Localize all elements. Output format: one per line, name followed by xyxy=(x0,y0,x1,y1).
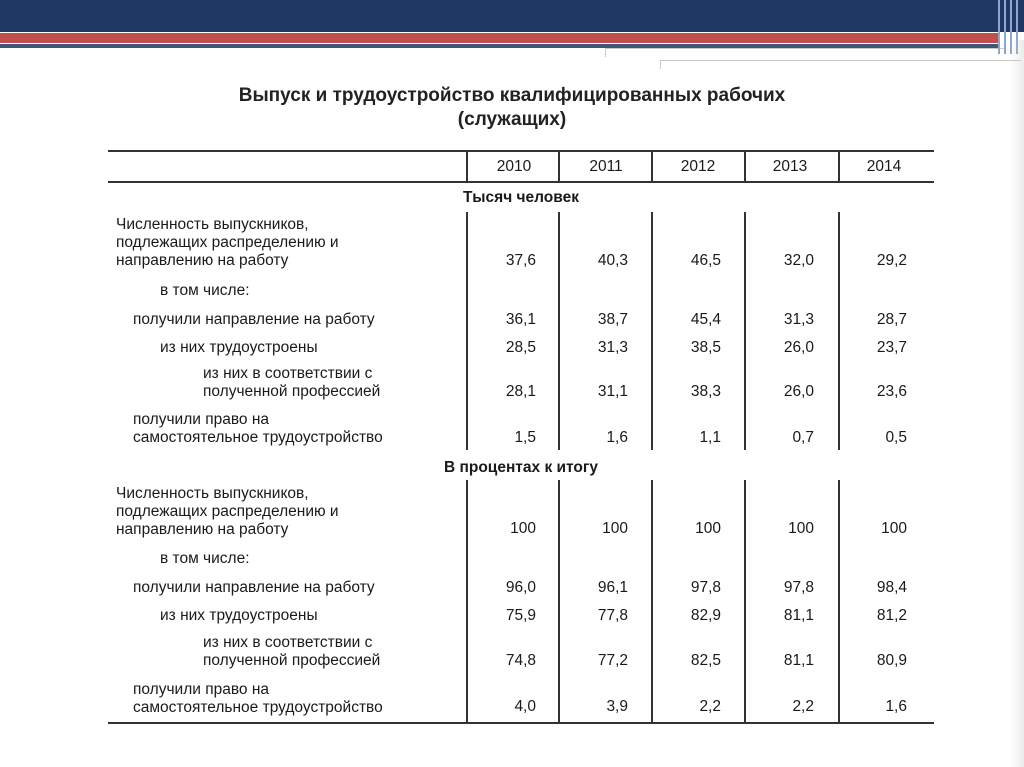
value-cell: 82,5 xyxy=(690,652,721,669)
value-cell: 26,0 xyxy=(783,339,814,356)
row-label xyxy=(133,681,383,717)
label-line: направлению на работу xyxy=(116,252,289,269)
label-line: полученной профессией xyxy=(203,652,381,669)
value-cell: 0,5 xyxy=(885,429,907,446)
value-cell: 38,3 xyxy=(690,383,721,400)
row-label: получили направление на работу xyxy=(133,311,375,328)
value-cell: 2,2 xyxy=(792,698,814,715)
row-label: из них трудоустроены xyxy=(160,607,318,624)
year-header: 2013 xyxy=(772,158,808,175)
value-cell: 4,0 xyxy=(514,698,536,715)
row-label: в том числе: xyxy=(160,550,250,567)
label-line: направлению на работу xyxy=(116,521,289,538)
label-line: подлежащих распределению и xyxy=(116,503,339,520)
label-line: из них в соответствии с xyxy=(203,365,373,382)
value-cell: 23,6 xyxy=(876,383,907,400)
value-cell: 1,6 xyxy=(606,429,628,446)
title-line-2: (служащих) xyxy=(457,109,567,130)
value-cell: 37,6 xyxy=(505,252,536,269)
row-label xyxy=(133,411,383,447)
label-line: Численность выпускников, xyxy=(116,216,309,233)
value-cell: 40,3 xyxy=(597,252,628,269)
row-label xyxy=(116,216,339,270)
value-cell: 36,1 xyxy=(505,311,536,328)
header-band-red xyxy=(0,33,1000,43)
title-line-1: Выпуск и трудоустройство квалифицированных рабочих xyxy=(238,85,786,106)
value-cell: 26,0 xyxy=(783,383,814,400)
value-cell: 100 xyxy=(881,520,907,537)
value-cell: 3,9 xyxy=(606,698,628,715)
label-line: подлежащих распределению и xyxy=(116,234,339,251)
value-cell: 31,3 xyxy=(783,311,814,328)
value-cell: 80,9 xyxy=(876,652,907,669)
value-cell: 96,1 xyxy=(597,579,628,596)
value-cell: 1,5 xyxy=(514,429,536,446)
value-cell: 100 xyxy=(602,520,628,537)
row-label: в том числе: xyxy=(160,282,250,299)
value-cell: 98,4 xyxy=(876,579,907,596)
value-cell: 31,1 xyxy=(597,383,628,400)
header-step-line xyxy=(660,60,1021,69)
value-cell: 96,0 xyxy=(505,579,536,596)
header-band-blue xyxy=(0,0,1024,32)
row-label: из них трудоустроены xyxy=(160,339,318,356)
value-cell: 74,8 xyxy=(505,652,536,669)
value-cell: 1,6 xyxy=(885,698,907,715)
value-cell: 97,8 xyxy=(783,579,814,596)
row-label xyxy=(203,365,380,401)
value-cell: 77,8 xyxy=(597,607,628,624)
section-heading: В процентах к итогу xyxy=(444,459,598,476)
year-header: 2011 xyxy=(589,158,623,175)
label-line: из них в соответствии с xyxy=(203,634,373,651)
row-label xyxy=(203,634,380,670)
value-cell: 28,7 xyxy=(876,311,907,328)
value-cell: 77,2 xyxy=(597,652,628,669)
value-cell: 100 xyxy=(510,520,536,537)
value-cell: 28,1 xyxy=(505,383,536,400)
label-line: самостоятельное трудоустройство xyxy=(133,429,383,446)
value-cell: 0,7 xyxy=(792,429,814,446)
header-step-line xyxy=(605,48,1006,57)
value-cell: 32,0 xyxy=(783,252,814,269)
page-title xyxy=(0,84,1024,132)
value-cell: 46,5 xyxy=(690,252,721,269)
data-table xyxy=(108,150,934,724)
row-label: получили направление на работу xyxy=(133,579,375,596)
section-heading: Тысяч человек xyxy=(463,189,579,206)
year-header: 2010 xyxy=(496,158,532,175)
value-cell: 28,5 xyxy=(505,339,536,356)
year-header: 2014 xyxy=(866,158,902,175)
value-cell: 81,1 xyxy=(783,652,814,669)
value-cell: 38,7 xyxy=(597,311,628,328)
year-header: 2012 xyxy=(680,158,716,175)
label-line: Численность выпускников, xyxy=(116,485,309,502)
label-line: получили право на xyxy=(133,411,270,428)
page-edge-shadow xyxy=(1010,40,1024,767)
value-cell: 75,9 xyxy=(505,607,536,624)
label-line: полученной профессией xyxy=(203,383,381,400)
value-cell: 100 xyxy=(788,520,814,537)
value-cell: 29,2 xyxy=(876,252,907,269)
value-cell: 97,8 xyxy=(690,579,721,596)
value-cell: 2,2 xyxy=(699,698,721,715)
value-cell: 81,1 xyxy=(783,607,814,624)
value-cell: 82,9 xyxy=(690,607,721,624)
header-rule xyxy=(108,181,934,183)
value-cell: 1,1 xyxy=(699,429,721,446)
value-cell: 38,5 xyxy=(690,339,721,356)
label-line: получили право на xyxy=(133,681,270,698)
value-cell: 31,3 xyxy=(597,339,628,356)
value-cell: 45,4 xyxy=(690,311,721,328)
value-cell: 23,7 xyxy=(876,339,907,356)
value-cell: 81,2 xyxy=(876,607,907,624)
row-label xyxy=(116,485,339,539)
label-line: самостоятельное трудоустройство xyxy=(133,699,383,716)
value-cell: 100 xyxy=(695,520,721,537)
